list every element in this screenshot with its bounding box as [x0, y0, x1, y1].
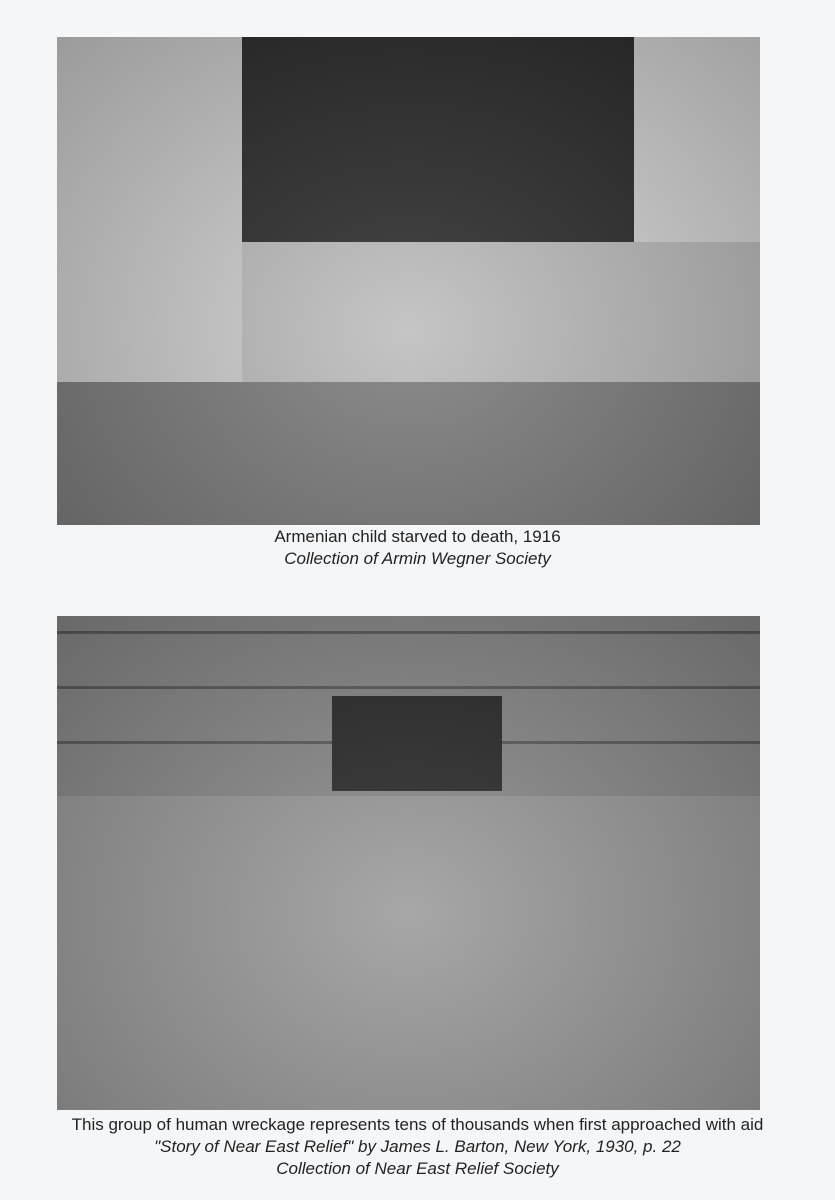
historical-photo-1: [57, 37, 760, 525]
photo-stone-wall-right: [634, 37, 760, 297]
photo-wall-opening: [332, 696, 502, 791]
figure-caption-2: [0, 1114, 835, 1180]
photo-stone-wall: [57, 37, 242, 382]
photo-earth-mound: [57, 796, 760, 1110]
photo-stone-wall: [57, 616, 760, 796]
caption-credit: Collection of Armin Wegner Society: [284, 549, 551, 568]
photo-ground: [57, 382, 760, 525]
figure-caption-1: [0, 526, 835, 570]
photo-doorstep: [242, 242, 760, 382]
historical-photo-2: [57, 616, 760, 1110]
photo-wooden-door: [242, 37, 634, 242]
caption-text: Armenian child starved to death, 1916: [274, 527, 561, 546]
caption-source: "Story of Near East Relief" by James L. Barton, New York, 1930, p. 22: [154, 1137, 681, 1156]
caption-credit: Collection of Near East Relief Society: [276, 1159, 559, 1178]
caption-text: This group of human wreckage represents tens of thousands when first approached with aid: [71, 1115, 764, 1134]
